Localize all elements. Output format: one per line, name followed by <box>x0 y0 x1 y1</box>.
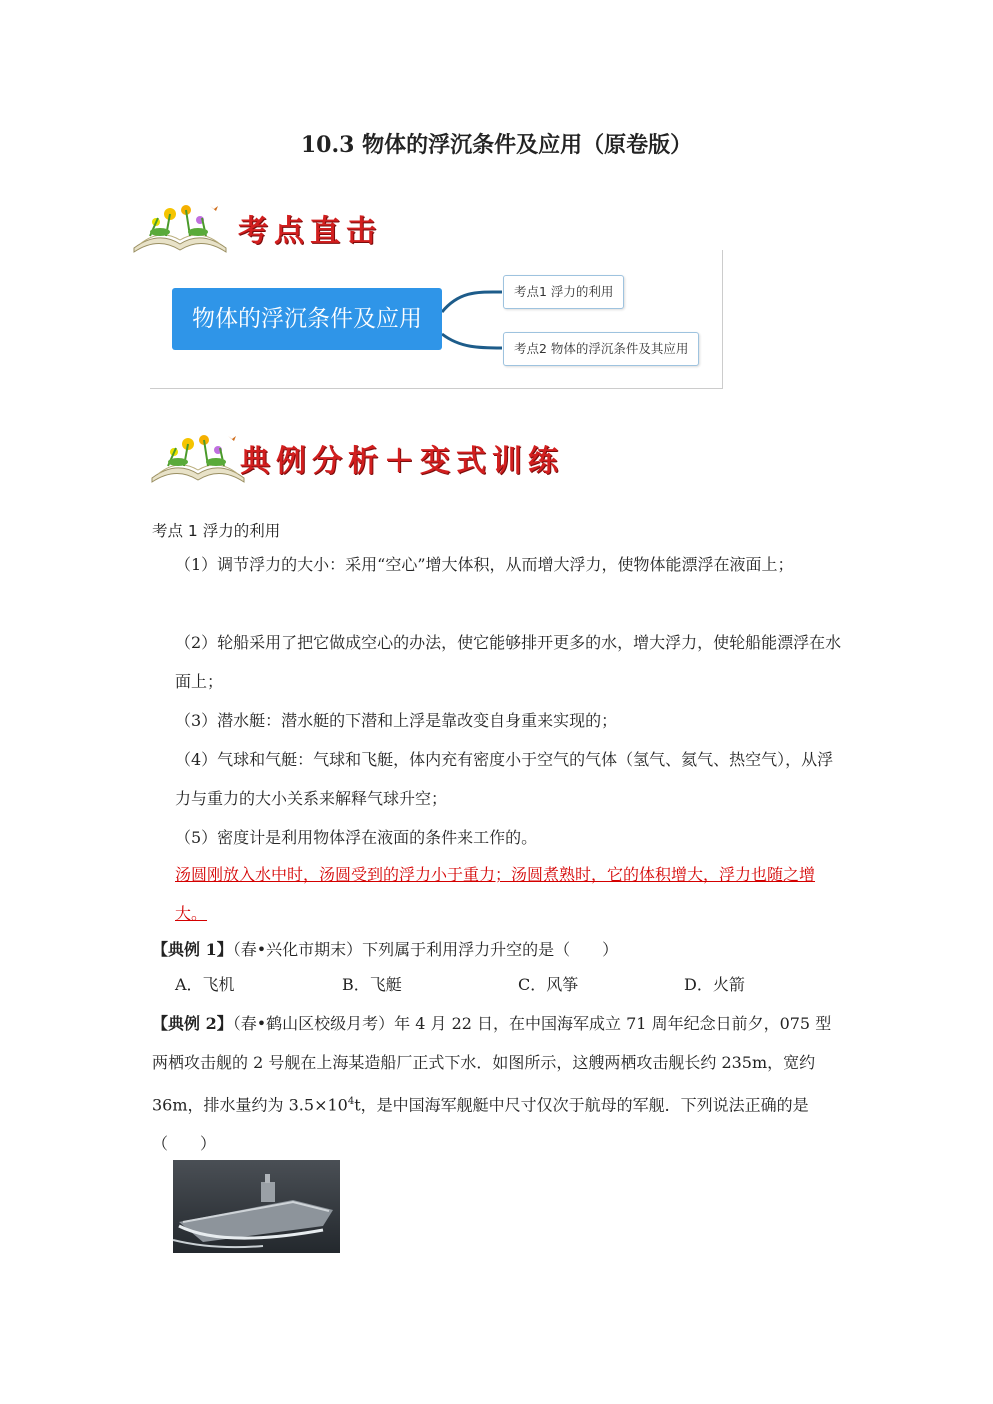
example-2-text-a: （春•鹤山区校级月考）年 4 月 22 日，在中国海军成立 71 周年纪念日前夕，075 型两栖攻击舰的 2 号舰在上海某造船厂正式下水．如图所示，这艘两栖攻击舰长约 235m，宽约 36m，排水量约为 3.5×10 <box>152 1014 832 1115</box>
banner-dianli <box>148 430 564 486</box>
point-2: （2）轮船采用了把它做成空心的办法，使它能够排开更多的水，增大浮力，使轮船能漂浮在水面上； <box>175 633 842 691</box>
option-d: D．火箭 <box>684 975 745 994</box>
option-a: A．飞机 <box>175 975 235 994</box>
warship-photo <box>173 1160 340 1253</box>
example-2-exponent: 4 <box>347 1096 355 1107</box>
banner-kaodian <box>130 200 382 256</box>
book-flower-icon <box>148 430 248 486</box>
section-heading-1: 考点 1 浮力的利用 <box>152 522 281 540</box>
mindmap-child-1: 考点1 浮力的利用 <box>503 275 624 309</box>
example-2 <box>152 1004 844 1163</box>
example-1-label: 【典例 1】 <box>152 940 233 959</box>
point-1: （1）调节浮力的大小：采用“空心”增大体积，从而增大浮力，使物体能漂浮在液面上； <box>175 555 794 574</box>
example-2-label: 【典例 2】 <box>152 1014 233 1033</box>
point-5: （5）密度计是利用物体浮在液面的条件来工作的。 <box>175 828 538 847</box>
banner-kaodian-text: 考点直击 <box>238 214 382 249</box>
page-title: 10.3 物体的浮沉条件及应用（原卷版） <box>300 132 693 158</box>
point-3: （3）潜水艇：潜水艇的下潜和上浮是靠改变自身重来实现的； <box>175 711 618 730</box>
option-c: C．风筝 <box>518 975 579 994</box>
point-4: （4）气球和气艇：气球和飞艇，体内充有密度小于空气的气体（氢气、氦气、热空气），从浮力与重力的大小关系来解释气球升空； <box>175 750 834 808</box>
banner-dianli-text: 典例分析＋变式训练 <box>240 444 564 479</box>
mindmap <box>150 250 723 389</box>
example-2-text-b: t，是中国海军舰艇中尺寸仅次于航母的军舰．下列说法正确的是（ ） <box>152 1095 809 1154</box>
book-flower-icon <box>130 200 230 256</box>
example-1-question: （春•兴化市期末）下列属于利用浮力升空的是（ ） <box>232 940 619 959</box>
example-1 <box>152 937 852 960</box>
option-b: B．飞艇 <box>342 975 402 994</box>
mindmap-child-2: 考点2 物体的浮沉条件及其应用 <box>503 332 699 366</box>
red-note: 汤圆刚放入水中时，汤圆受到的浮力小于重力；汤圆煮熟时，它的体积增大，浮力也随之增大。 <box>175 865 816 923</box>
mindmap-root-node: 物体的浮沉条件及应用 <box>172 288 442 350</box>
